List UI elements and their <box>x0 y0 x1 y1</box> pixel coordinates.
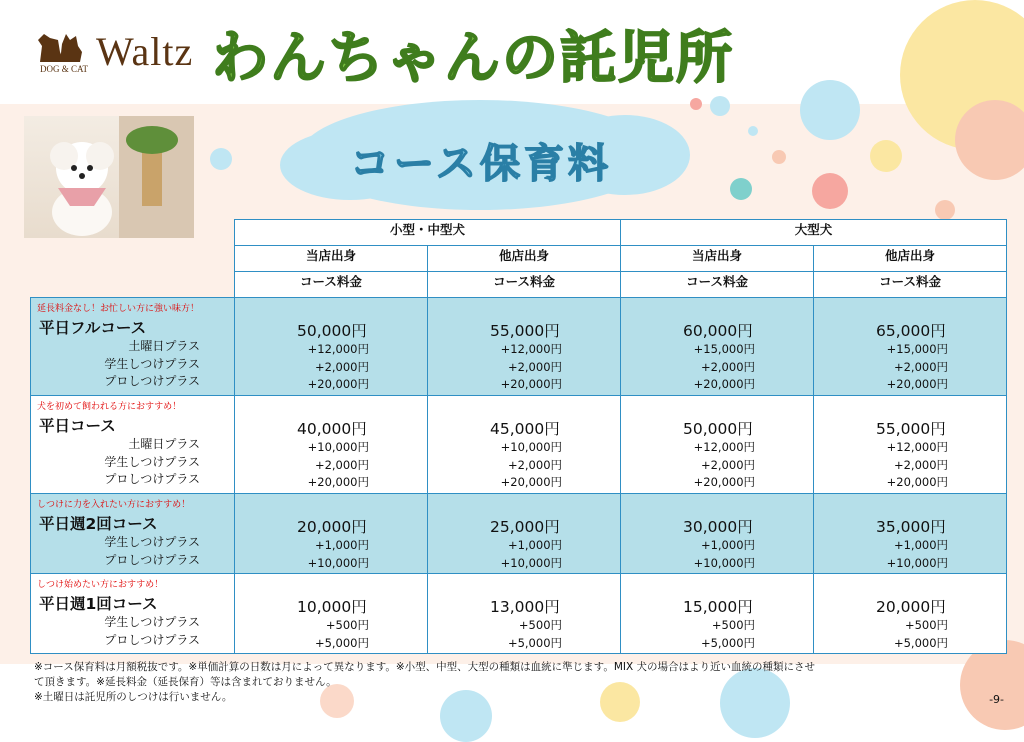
course-price: 10,000円 <box>297 598 367 616</box>
extra-price: +10,000円 <box>307 555 369 570</box>
extra-price: +10,000円 <box>886 555 949 570</box>
extra-price: +2,000円 <box>893 457 949 472</box>
extra-price: +20,000円 <box>500 475 563 489</box>
extra-price: +500円 <box>904 618 949 632</box>
price-cell <box>235 396 428 494</box>
extra-price: +12,000円 <box>500 342 563 356</box>
price-cell <box>814 574 1007 654</box>
extra-label: プロしつけプラス <box>104 472 200 486</box>
extra-label: 学生しつけプラス <box>104 356 200 371</box>
extra-price: +500円 <box>325 618 369 632</box>
extra-price: +5,000円 <box>700 635 756 650</box>
extra-price: +15,000円 <box>693 342 756 356</box>
extra-price: +500円 <box>518 618 563 632</box>
extra-price: +20,000円 <box>307 475 369 489</box>
extra-price: +12,000円 <box>886 440 949 454</box>
extra-price: +5,000円 <box>314 635 369 650</box>
header-row-fee <box>31 272 1007 298</box>
extra-price: +10,000円 <box>500 440 563 454</box>
logo-tagline: DOG & CAT <box>40 64 89 74</box>
header-origin: 他店出身 <box>428 246 621 272</box>
extra-price: +1,000円 <box>893 538 949 552</box>
price-cell <box>621 298 814 396</box>
header-fee: コース料金 <box>428 272 621 298</box>
course-label-cell <box>31 494 235 574</box>
price-cell <box>621 574 814 654</box>
course-fee-table <box>30 219 1007 654</box>
course-price: 55,000円 <box>876 420 946 438</box>
extra-price: +12,000円 <box>307 342 369 356</box>
course-tagline: 犬を初めて飼われる方におすすめ！ <box>37 402 182 412</box>
course-price: 50,000円 <box>683 420 753 438</box>
price-cell <box>428 574 621 654</box>
course-row-weekday <box>31 396 1007 494</box>
course-price: 40,000円 <box>297 420 367 438</box>
course-label-cell <box>31 396 235 494</box>
course-price: 45,000円 <box>490 420 560 438</box>
extra-price: +10,000円 <box>500 555 563 570</box>
extra-price: +1,000円 <box>507 538 563 552</box>
extra-price: +2,000円 <box>700 457 756 472</box>
price-cell <box>428 494 621 574</box>
extra-price: +20,000円 <box>693 475 756 489</box>
course-name: 平日週1回コース <box>39 595 158 613</box>
header-large: 大型犬 <box>621 220 1007 246</box>
page-number: -9- <box>989 693 1004 706</box>
page-title: わんちゃんの託児所 <box>212 26 734 91</box>
extra-label: 学生しつけプラス <box>104 615 200 629</box>
course-price: 60,000円 <box>683 322 753 340</box>
extra-price: +20,000円 <box>886 475 949 489</box>
brand-logo <box>36 22 196 78</box>
extra-price: +500円 <box>711 618 756 632</box>
extra-price: +1,000円 <box>314 538 369 552</box>
course-price: 50,000円 <box>297 322 367 340</box>
price-cell <box>235 574 428 654</box>
extra-label: 土曜日プラス <box>128 437 200 451</box>
logo-wordmark: Waltz <box>96 29 194 74</box>
course-price: 20,000円 <box>876 598 946 616</box>
extra-label: プロしつけプラス <box>104 552 200 567</box>
extra-price: +20,000円 <box>307 377 369 391</box>
course-price: 20,000円 <box>297 518 367 536</box>
extra-price: +1,000円 <box>700 538 756 552</box>
course-name: 平日コース <box>39 417 116 435</box>
extra-price: +10,000円 <box>693 555 756 570</box>
course-price: 55,000円 <box>490 322 560 340</box>
price-cell <box>814 494 1007 574</box>
extra-label: 土曜日プラス <box>128 339 200 353</box>
header-fee: コース料金 <box>235 272 428 298</box>
course-tagline: しつけ始めたい方におすすめ！ <box>37 580 164 590</box>
header-row-size <box>31 220 1007 246</box>
extra-price: +2,000円 <box>314 457 369 472</box>
footnote-line: ※コース保育料は月額税抜です。※単価計算の日数は月によって異なります。※小型、中型、大型の種類は血統に準じます。MIX 犬の場合はより近い血統の種類にさせ <box>34 661 816 673</box>
extra-price: +10,000円 <box>307 440 369 454</box>
course-name: 平日フルコース <box>39 319 147 337</box>
course-price: 30,000円 <box>683 518 753 536</box>
price-cell <box>814 396 1007 494</box>
course-row-twice-weekly <box>31 494 1007 574</box>
footnotes <box>34 660 934 705</box>
extra-price: +20,000円 <box>693 377 756 391</box>
extra-price: +15,000円 <box>886 342 949 356</box>
header-corner <box>31 220 235 246</box>
price-cell <box>621 494 814 574</box>
course-price: 65,000円 <box>876 322 946 340</box>
header-origin: 当店出身 <box>235 246 428 272</box>
footnote-line: ※土曜日は託児所のしつけは行いません。 <box>34 691 233 703</box>
dog-and-cat-icon <box>36 22 94 66</box>
header-small-medium: 小型・中型犬 <box>235 220 621 246</box>
footnote-line: て頂きます。※延長料金（延長保育）等は含まれておりません。 <box>34 676 337 688</box>
course-row-once-weekly <box>31 574 1007 654</box>
header-origin: 当店出身 <box>621 246 814 272</box>
course-name: 平日週2回コース <box>39 515 158 533</box>
price-cell <box>235 298 428 396</box>
extra-price: +20,000円 <box>500 377 563 391</box>
extra-price: +2,000円 <box>507 359 563 374</box>
header-fee: コース料金 <box>814 272 1007 298</box>
price-cell <box>428 298 621 396</box>
course-tagline: しつけに力を入れたい方におすすめ！ <box>37 500 191 510</box>
extra-label: プロしつけプラス <box>104 632 200 647</box>
extra-label: プロしつけプラス <box>104 374 200 388</box>
extra-price: +20,000円 <box>886 377 949 391</box>
extra-label: 学生しつけプラス <box>104 535 200 549</box>
price-cell <box>428 396 621 494</box>
course-price: 35,000円 <box>876 518 946 536</box>
extra-label: 学生しつけプラス <box>104 454 200 469</box>
course-price: 13,000円 <box>490 598 560 616</box>
price-cell <box>814 298 1007 396</box>
course-label-cell <box>31 298 235 396</box>
extra-price: +12,000円 <box>693 440 756 454</box>
extra-price: +5,000円 <box>507 635 563 650</box>
extra-price: +5,000円 <box>893 635 949 650</box>
header-row-origin <box>31 246 1007 272</box>
course-row-weekday-full <box>31 298 1007 396</box>
course-price: 15,000円 <box>683 598 753 616</box>
page-subtitle: コース保育料 <box>350 141 612 187</box>
extra-price: +2,000円 <box>893 359 949 374</box>
course-label-cell <box>31 574 235 654</box>
extra-price: +2,000円 <box>700 359 756 374</box>
header-origin: 他店出身 <box>814 246 1007 272</box>
extra-price: +2,000円 <box>507 457 563 472</box>
course-price: 25,000円 <box>490 518 560 536</box>
extra-price: +2,000円 <box>314 359 369 374</box>
course-tagline: 延長料金なし！お忙しい方に強い味方！ <box>37 304 200 314</box>
price-cell <box>621 396 814 494</box>
header-fee: コース料金 <box>621 272 814 298</box>
price-cell <box>235 494 428 574</box>
